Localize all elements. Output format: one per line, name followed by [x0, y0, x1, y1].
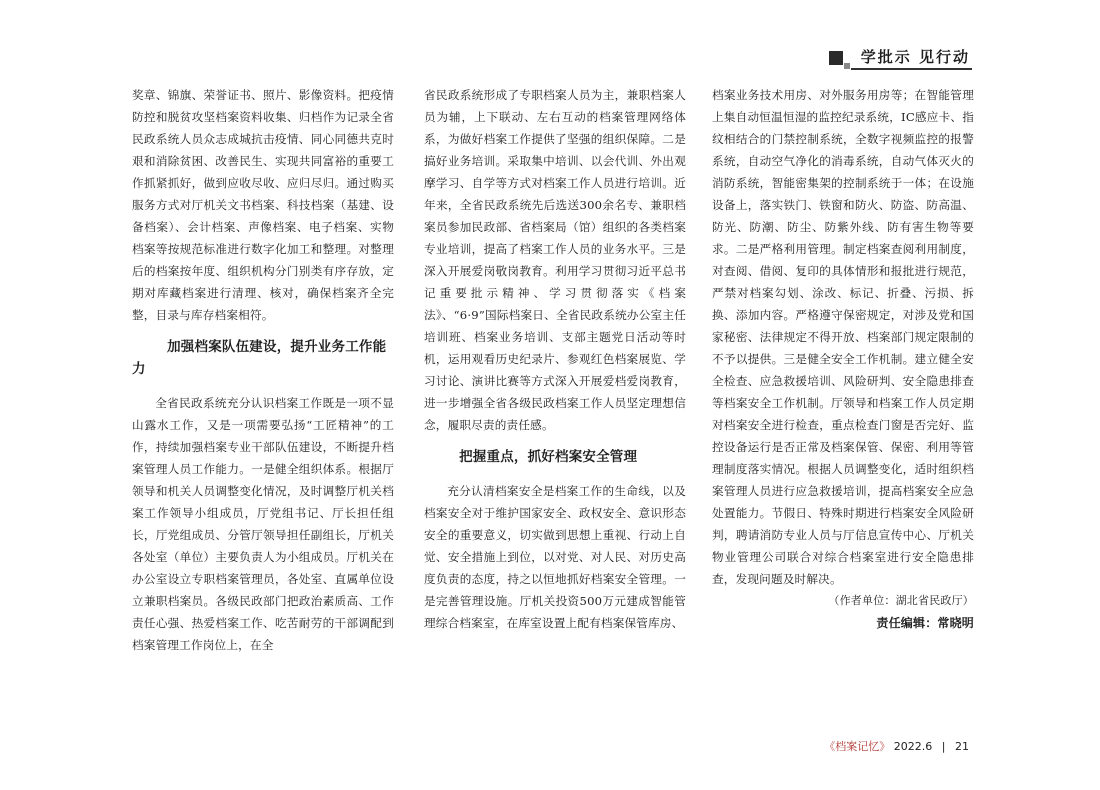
paragraph: 奖章、锦旗、荣誉证书、照片、影像资料。把疫情防控和脱贫攻坚档案资料收集、归档作为记录全省民政系统人员众志成城抗击疫情、同心同德共克时艰和消除贫困、改善民生、实现共同富裕的重要工作抓紧抓好，做到应收尽收、应归尽归。通过购买服务方式对厅机关文书档案、科技档案（基建、设备档案）、会计档案、声像档案、电子档案、实物档案等按规范标准进行数字化加工和整理。对整理后的档案按年度、组织机构分门别类有序存放，定期对库藏档案进行清理、核对，确保档案齐全完整，目录与库存档案相符。: [132, 88, 394, 322]
square-bullet-icon: [829, 51, 843, 65]
issue-number: 2022.6: [893, 740, 933, 753]
section-title: 学批示 见行动: [851, 46, 972, 70]
page-number: 21: [955, 740, 969, 753]
text-column-1: [132, 84, 394, 656]
text-column-3: [712, 84, 974, 634]
paragraph: 档案业务技术用房、对外服务用房等；在智能管理上集自动恒温恒湿的监控纪录系统，IC感应卡、指纹相结合的门禁控制系统，全数字视频监控的报警系统，自动空气净化的消毒系统，自动气体灭火的消防系统，智能密集架的控制系统于一体；在设施设备上，落实铁门、铁窗和防火、防盗、防高温、防光、防潮、防尘、防紫外线、防有害生物等要求。二是严格利用管理。制定档案查阅利用制度，对查阅、借阅、复印的具体情形和报批进行规范，严禁对档案勾划、涂改、标记、折叠、污损、拆换、添加内容。严格遵守保密规定，对涉及党和国家秘密、法律规定不得开放、档案部门规定限制的不予以提供。三是健全安全工作机制。建立健全安全检查、应急救援培训、风险研判、安全隐患排查等档案安全工作机制。厅领导和档案工作人员定期对档案安全进行检查，重点检查门窗是否完好、监控设备运行是否正常及档案保管、保密、利用等管理制度落实情况。根据人员调整变化，适时组织档案管理人员进行应急救援培训，提高档案安全应急处置能力。节假日、特殊时期进行档案安全风险研判，聘请消防专业人员与厅信息宣传中心、厅机关物业管理公司联合对综合档案室进行安全隐患排查，发现问题及时解决。: [712, 88, 974, 586]
editor-credit: 责任编辑：常晓明: [876, 616, 974, 630]
paragraph: 充分认清档案安全是档案工作的生命线，以及档案安全对于维护国家安全、政权安全、意识形态安全的重要意义，切实做到思想上重视、行动上自觉、安全措施上到位，以对党、对人民、对历史高度负责的态度，持之以恒地抓好档案安全管理。一是完善管理设施。厅机关投资500万元建成智能管理综合档案室，在库室设置上配有档案保管库房、: [424, 484, 686, 630]
text-column-2: [424, 84, 686, 634]
page-footer: [824, 738, 969, 754]
section-header: [829, 46, 972, 70]
paragraph: 全省民政系统充分认识档案工作既是一项不显山露水工作，又是一项需要弘扬“工匠精神”的工作，持续加强档案专业干部队伍建设，不断提升档案管理人员工作能力。一是健全组织体系。根据厅领导和机关人员调整变化情况，及时调整厅机关档案工作领导小组成员，厅党组书记、厅长担任组长，厅党组成员、分管厅领导担任副组长，厅机关各处室（单位）主要负责人为小组成员。厅机关在办公室设立专职档案管理员，各处室、直属单位设立兼职档案员。各级民政部门把政治素质高、工作责任心强、热爱档案工作、吃苦耐劳的干部调配到档案管理工作岗位上，在全: [132, 396, 394, 652]
paragraph: 省民政系统形成了专职档案人员为主，兼职档案人员为辅，上下联动、左右互动的档案管理网络体系，为做好档案工作提供了坚强的组织保障。二是搞好业务培训。采取集中培训、以会代训、外出观摩学习、自学等方式对档案工作人员进行培训。近年来，全省民政系统先后选送300余名专、兼职档案员参加民政部、省档案局（馆）组织的各类档案专业培训，提高了档案工作人员的业务水平。三是深入开展爱岗敬岗教育。利用学习贯彻习近平总书记重要批示精神、学习贯彻落实《档案法》、“6·9”国际档案日、全省民政系统办公室主任培训班、档案业务培训、支部主题党日活动等时机，运用观看历史纪录片、参观红色档案展览、学习讨论、演讲比赛等方式深入开展爱档爱岗教育，进一步增强全省各级民政档案工作人员坚定理想信念，履职尽责的责任感。: [424, 88, 686, 432]
footer-separator: |: [941, 740, 946, 753]
author-affiliation: （作者单位：湖北省民政厅）: [828, 594, 974, 607]
journal-name: 《档案记忆》: [824, 740, 891, 753]
section-heading: 加强档案队伍建设，提升业务工作能力: [132, 339, 387, 377]
section-heading: 把握重点，抓好档案安全管理: [459, 449, 638, 465]
